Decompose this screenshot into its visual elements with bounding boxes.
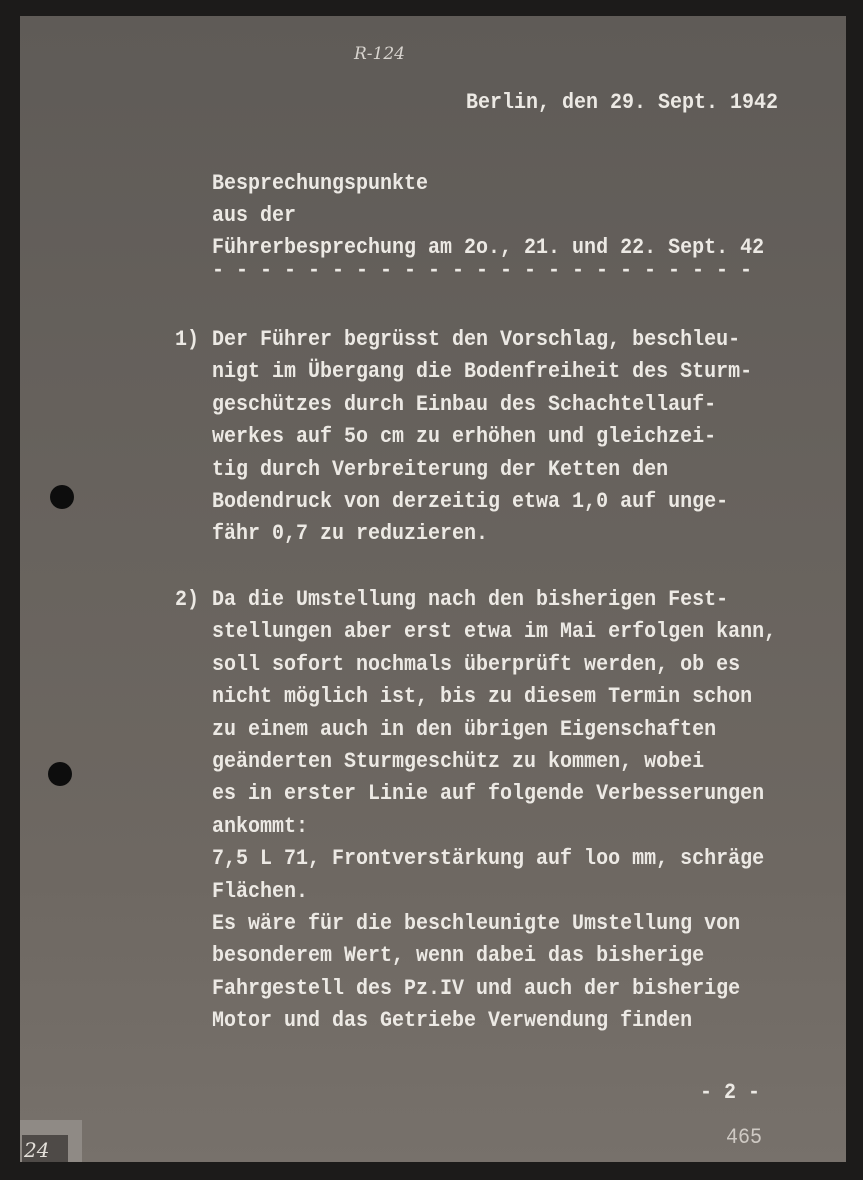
corner-label: 24 <box>24 1138 50 1162</box>
point-text-line: werkes auf 5o cm zu erhöhen und gleichzei- <box>212 424 717 450</box>
point-text-line: zu einem auch in den übrigen Eigenschaften <box>212 716 717 743</box>
point-text-line: geänderten Sturmgeschütz zu kommen, wobei <box>212 749 705 775</box>
date-line: Berlin, den 29. Sept. 1942 <box>466 90 779 116</box>
point-text-line: fähr 0,7 zu reduzieren. <box>212 521 489 548</box>
heading-line: Führerbesprechung am 2o., 21. und 22. Sept. 42 <box>212 235 765 261</box>
heading-line: aus der <box>212 203 297 229</box>
punch-hole <box>48 762 72 786</box>
point-text-line: Bodendruck von derzeitig etwa 1,0 auf unge- <box>212 489 729 515</box>
handwritten-annotation: R-124 <box>354 44 405 64</box>
punch-hole <box>50 485 74 509</box>
heading-line: Besprechungspunkte <box>212 171 429 197</box>
point-text-line: 7,5 L 71, Frontverstärkung auf loo mm, schräge <box>212 846 765 872</box>
stamp-number: 465 <box>726 1125 763 1151</box>
point-text-line: besonderem Wert, wenn dabei das bisherige <box>212 943 705 970</box>
point-text-line: Fahrgestell des Pz.IV und auch der bisherige <box>212 975 741 1002</box>
heading-separator: ----------------------- <box>212 258 765 284</box>
point-text-line: Es wäre für die beschleunigte Umstellung von <box>212 911 741 937</box>
point-text-line: tig durch Verbreiterung der Ketten den <box>212 456 669 483</box>
point-text-line: Der Führer begrüsst den Vorschlag, beschleu- <box>212 327 741 353</box>
point-text-line: Da die Umstellung nach den bisherigen Fest- <box>212 587 729 613</box>
point-text-line: ankommt: <box>212 813 309 840</box>
point-text-line: Flächen. <box>212 878 309 905</box>
point-number: 2) <box>175 587 200 613</box>
point-text-line: Motor und das Getriebe Verwendung finden <box>212 1008 693 1034</box>
point-text-line: stellungen aber erst etwa im Mai erfolgen kann, <box>212 619 777 646</box>
point-text-line: nicht möglich ist, bis zu diesem Termin schon <box>212 684 753 710</box>
point-text-line: es in erster Linie auf folgende Verbesserungen <box>212 781 765 808</box>
point-text-line: nigt im Übergang die Bodenfreiheit des Sturm- <box>212 359 753 386</box>
point-text-line: soll sofort nochmals überprüft werden, ob es <box>212 651 741 678</box>
point-text-line: geschützes durch Einbau des Schachtellauf- <box>212 391 717 418</box>
page-number: - 2 - <box>700 1080 761 1106</box>
point-number: 1) <box>175 327 200 353</box>
